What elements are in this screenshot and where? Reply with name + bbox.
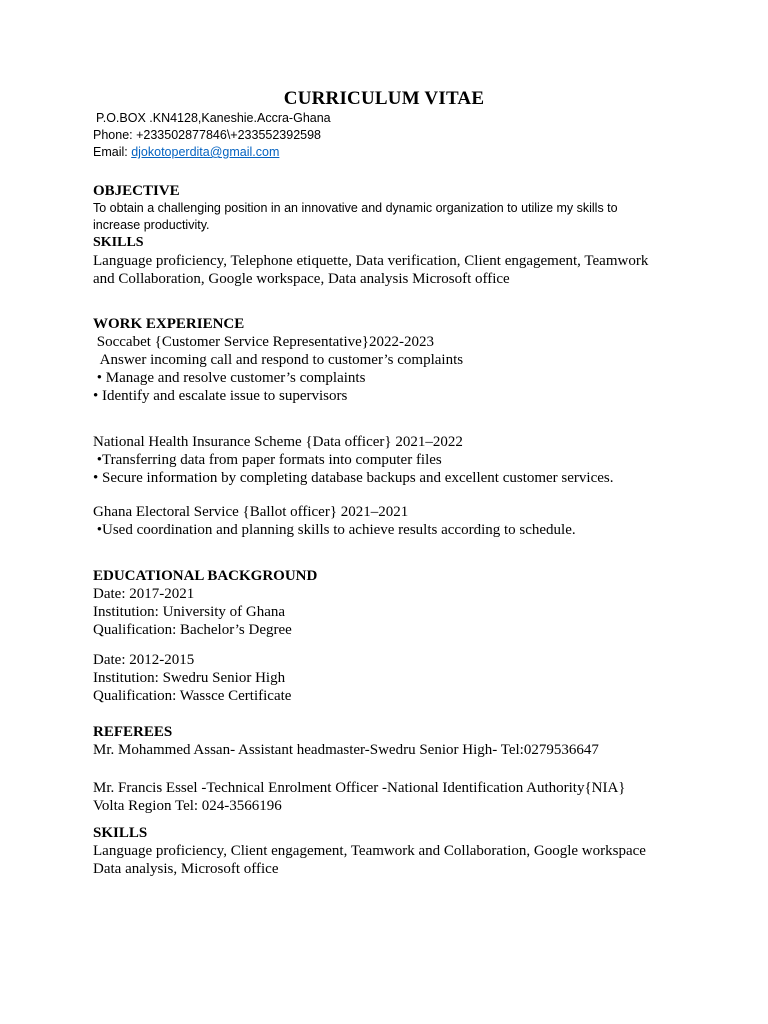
referee-2-line-1: Mr. Francis Essel -Technical Enrolment Officer -National Identification Authority{NIA} (93, 780, 626, 796)
skills-bottom-line-1: Language proficiency, Client engagement, Teamwork and Collaboration, Google workspace (93, 843, 646, 859)
referee-2-line-2: Volta Region Tel: 024-3566196 (93, 798, 282, 814)
objective-text (93, 200, 683, 234)
job-2-duty-1: •Transferring data from paper formats into computer files (93, 452, 442, 468)
skills-top-line-1: Language proficiency, Telephone etiquette, Data verification, Client engagement, Teamwork (93, 253, 649, 269)
education-section (93, 567, 683, 639)
referees-heading: REFEREES (93, 724, 173, 740)
referee-1: Mr. Mohammed Assan- Assistant headmaster-Swedru Senior High- Tel:0279536647 (93, 742, 599, 758)
referees-section (93, 723, 683, 759)
job-3-duty-1: •Used coordination and planning skills to achieve results according to schedule. (93, 522, 576, 538)
job-1-duty-1: Answer incoming call and respond to customer’s complaints (93, 352, 464, 368)
objective-line-2: increase productivity. (93, 218, 210, 232)
job-3-title: Ghana Electoral Service {Ballot officer} 2021–2021 (93, 504, 409, 520)
contact-email-label: Email: (93, 145, 132, 159)
education-1-date: Date: 2017-2021 (93, 586, 195, 602)
skills-bottom-section (93, 824, 683, 878)
job-3 (93, 503, 683, 539)
document-title: CURRICULUM VITAE (283, 88, 485, 109)
education-2-institution: Institution: Swedru Senior High (93, 670, 286, 686)
contact-email-line (93, 144, 683, 161)
job-2-duty-2: • Secure information by completing database backups and excellent customer services. (93, 470, 614, 486)
contact-email-link[interactable]: djokotoperdita@gmail.com (131, 145, 280, 159)
education-1-qualification: Qualification: Bachelor’s Degree (93, 622, 292, 638)
skills-top-heading: SKILLS (93, 235, 144, 250)
education-1-institution: Institution: University of Ghana (93, 604, 286, 620)
objective-section (93, 182, 683, 200)
job-2-title: National Health Insurance Scheme {Data officer} 2021–2022 (93, 434, 463, 450)
education-entry-2 (93, 651, 683, 705)
education-2-date: Date: 2012-2015 (93, 652, 195, 668)
skills-top-line-2: and Collaboration, Google workspace, Data analysis Microsoft office (93, 271, 510, 287)
job-2 (93, 433, 683, 487)
referee-2 (93, 779, 683, 815)
contact-address: P.O.BOX .KN4128,Kaneshie.Accra-Ghana (96, 111, 331, 125)
skills-bottom-heading: SKILLS (93, 825, 148, 841)
objective-line-1: To obtain a challenging position in an innovative and dynamic organization to utilize my skills to (93, 201, 618, 215)
skills-bottom-line-2: Data analysis, Microsoft office (93, 861, 279, 877)
work-experience-section (93, 315, 683, 405)
job-1-title: Soccabet {Customer Service Representative}2022-2023 (93, 334, 434, 350)
job-1-duty-2: • Manage and resolve customer’s complaints (93, 370, 366, 386)
education-2-qualification: Qualification: Wassce Certificate (93, 688, 292, 704)
contact-block (93, 110, 683, 161)
contact-phone: Phone: +233502877846\+233552392598 (93, 128, 322, 142)
education-heading: EDUCATIONAL BACKGROUND (93, 568, 318, 584)
skills-top-section (93, 234, 683, 288)
objective-heading: OBJECTIVE (93, 183, 180, 199)
work-experience-heading: WORK EXPERIENCE (93, 316, 245, 332)
job-1-duty-3: • Identify and escalate issue to supervisors (93, 388, 348, 404)
